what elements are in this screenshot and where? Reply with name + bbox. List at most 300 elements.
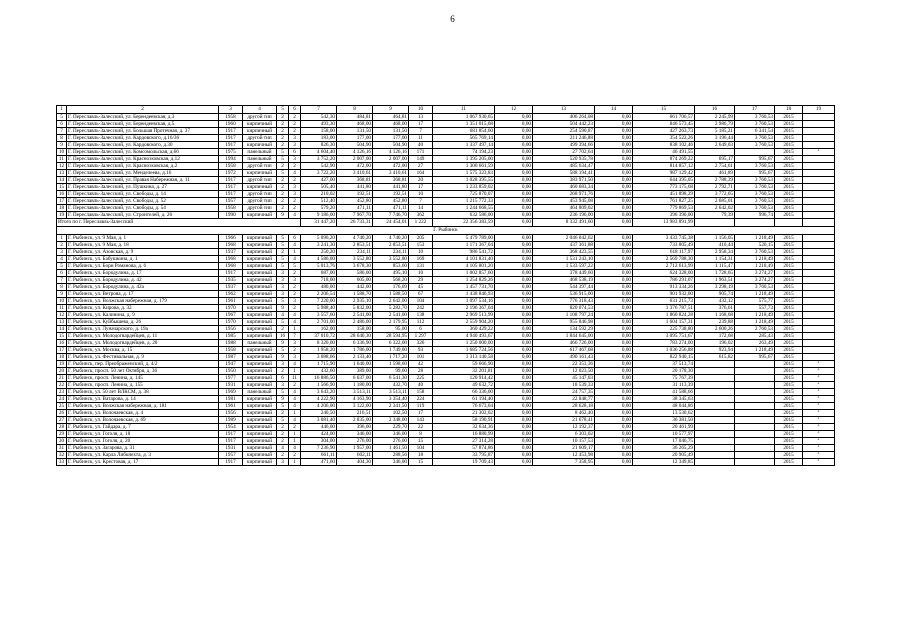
data-cell: 9 [277, 354, 289, 361]
data-cell: 1958 [219, 205, 243, 212]
data-cell: 631 215,73 [633, 298, 695, 305]
address-cell: Г. Рыбинск, ул. Москва, д. 15 [67, 347, 219, 354]
data-cell: 5 479 789,00 [433, 235, 495, 242]
data-cell: 0,00 [495, 417, 533, 424]
data-cell: 5 [277, 417, 289, 424]
data-cell: 2 [277, 121, 289, 128]
data-cell: 2 [289, 121, 301, 128]
data-cell: 995,67 [735, 354, 775, 361]
note-cell [803, 212, 835, 219]
data-cell: 1968 [219, 263, 243, 270]
data-cell: 2015 [775, 184, 803, 191]
rybinsk-row [57, 242, 835, 249]
data-cell: 21 609,17 [533, 445, 595, 452]
data-cell: 432,60 [301, 368, 337, 375]
data-cell: 617 467,68 [533, 347, 595, 354]
data-cell: 2 [289, 347, 301, 354]
data-cell: 0,00 [595, 354, 633, 361]
data-cell: 10 [409, 270, 433, 277]
pereslavl-row [57, 156, 835, 163]
year-cell: 2015 [775, 382, 803, 389]
note-cell [803, 242, 835, 249]
data-cell [695, 149, 735, 156]
data-cell: кирпичный [243, 333, 277, 340]
pereslavl-row [57, 128, 835, 135]
data-cell [735, 410, 775, 417]
data-cell: 4 222,90 [301, 396, 337, 403]
data-cell: 2 [277, 163, 289, 170]
data-cell: 13 [57, 319, 67, 326]
data-cell: 8 [57, 284, 67, 291]
data-cell: 2 958,34 [695, 249, 735, 256]
data-cell: 1947 [219, 361, 243, 368]
data-cell: 1 457 731,70 [433, 284, 495, 291]
data-cell: 776 318,43 [533, 298, 595, 305]
data-cell: 2 [277, 198, 289, 205]
address-cell: Г. Переславль-Залесский, ул. Красноэховская, д.12 [67, 156, 219, 163]
note-cell [803, 347, 835, 354]
address-cell: Г. Рыбинск, ул. Волочаевская, д. 69 [67, 417, 219, 424]
data-cell: 4 [289, 389, 301, 396]
data-cell: кирпичный [243, 396, 277, 403]
data-cell: 134 592,29 [533, 326, 595, 333]
data-cell: 28 [409, 368, 433, 375]
note-cell [803, 333, 835, 340]
data-cell: 254 590,87 [533, 128, 595, 135]
data-cell: 586,00 [337, 270, 373, 277]
data-cell: 1957 [219, 452, 243, 459]
data-cell: кирпичный [243, 438, 277, 445]
data-cell: 2015 [775, 128, 803, 135]
data-cell: кирпичный [243, 445, 277, 452]
data-cell: 1931 [219, 445, 243, 452]
data-cell: 5 [277, 242, 289, 249]
data-cell: кирпичный [243, 184, 277, 191]
rybinsk-row [57, 396, 835, 403]
data-cell: 2 [277, 431, 289, 438]
data-cell: 7 358,95 [533, 459, 595, 466]
section-title: Г. Рыбинск [57, 227, 835, 235]
address-cell: Г. Рыбинск, ул. Загарова, д. 31 [67, 445, 219, 452]
data-cell: 1 588,70 [337, 291, 373, 298]
data-cell: 466 726,00 [533, 340, 595, 347]
data-cell: другой тип [243, 135, 277, 142]
address-cell: Г. Переславль-Залесский, ул. Правая Набережная, д. 11 [67, 177, 219, 184]
data-cell: 2 788,39 [695, 177, 735, 184]
data-cell: 2015 [775, 177, 803, 184]
data-cell: 16 [57, 340, 67, 347]
data-cell: 822 940,15 [633, 354, 695, 361]
data-cell: 1981 [219, 396, 243, 403]
note-cell [803, 184, 835, 191]
data-cell: 4 101 831,40 [433, 256, 495, 263]
data-cell: 177,00 [373, 135, 409, 142]
data-cell: 0,00 [595, 249, 633, 256]
data-cell: 0,00 [495, 347, 533, 354]
data-cell [695, 368, 735, 375]
data-cell: 20 178,30 [633, 368, 695, 375]
data-cell: 0,00 [495, 277, 533, 284]
address-cell: Г. Рыбинск, просп. 50 лет Октября, д. 36 [67, 368, 219, 375]
data-cell: 2015 [775, 312, 803, 319]
data-cell: 31 113,39 [633, 382, 695, 389]
data-cell: 484,81 [337, 114, 373, 121]
data-cell: 205 [409, 235, 433, 242]
data-cell: 3 354,40 [373, 396, 409, 403]
data-cell: 1977 [219, 375, 243, 382]
data-cell: 162,00 [301, 326, 337, 333]
data-cell: 378 449,60 [533, 270, 595, 277]
data-cell: 37 010,72 [301, 333, 337, 340]
page-number: 6 [450, 14, 455, 24]
data-cell: 0,00 [595, 298, 633, 305]
data-cell: 28 640,30 [337, 333, 373, 340]
data-cell: 11 [289, 375, 301, 382]
data-cell: 74 194,23 [433, 149, 495, 156]
data-cell: 0,00 [595, 177, 633, 184]
data-cell: 480,00 [301, 284, 337, 291]
data-cell: 2015 [775, 163, 803, 170]
data-cell: 441,80 [373, 184, 409, 191]
data-cell: 22 353,36 [533, 361, 595, 368]
data-cell: 1937 [219, 284, 243, 291]
data-cell: 905,74 [695, 291, 735, 298]
data-cell: 410,44 [695, 242, 735, 249]
data-cell: 3 678,30 [337, 263, 373, 270]
data-cell: 15 [409, 459, 433, 466]
data-cell: 0,00 [595, 326, 633, 333]
data-cell: 1 180,00 [337, 382, 373, 389]
data-cell: 0,00 [495, 184, 533, 191]
data-cell: 3 760,53 [735, 114, 775, 121]
data-cell: 285,43 [735, 333, 775, 340]
data-cell: 1958 [219, 347, 243, 354]
footnote-mark: 2 [817, 444, 820, 448]
data-cell: 1 300 661,59 [433, 163, 495, 170]
rybinsk-row [57, 256, 835, 263]
address-cell: Г. Рыбинск, ул. Бородулина, д. 42а [67, 284, 219, 291]
data-cell: 1 786,00 [337, 347, 373, 354]
data-cell: 7 746,70 [373, 212, 409, 219]
data-cell: 520 935,78 [533, 156, 595, 163]
footnote-mark: 2 [817, 416, 820, 420]
data-cell: 2 [277, 326, 289, 333]
address-cell: Г. Переславль-Залесский, ул. Пушкина, д. 27 [67, 184, 219, 191]
data-cell: 10 [57, 149, 67, 156]
data-cell: 36 265,29 [633, 445, 695, 452]
data-cell: 216,51 [337, 410, 373, 417]
data-cell: 0,00 [495, 135, 533, 142]
data-cell: 2015 [775, 298, 803, 305]
data-cell [695, 445, 735, 452]
data-cell: 4 [289, 256, 301, 263]
data-cell: 143 [409, 417, 433, 424]
data-cell: 23 [57, 389, 67, 396]
address-cell: Г. Рыбинск, ул. 9 Мая, д. 1 [67, 235, 219, 242]
data-cell: кирпичный [243, 284, 277, 291]
data-cell: 2 007,00 [337, 156, 373, 163]
data-cell: 3 722,20 [301, 170, 337, 177]
data-cell: 588 194,41 [533, 170, 595, 177]
data-cell: 1985 [219, 333, 243, 340]
data-cell: 2015 [775, 291, 803, 298]
data-cell: 28 594,95 [373, 333, 409, 340]
data-cell: 1931 [219, 382, 243, 389]
data-cell: 5 013,76 [301, 263, 337, 270]
year-cell: 2015 [775, 424, 803, 431]
note-cell [803, 135, 835, 142]
data-cell: 5 [277, 403, 289, 410]
data-cell: 61 194,40 [433, 396, 495, 403]
data-cell: 1917 [219, 128, 243, 135]
data-cell: 0,00 [495, 305, 533, 312]
data-cell: 437 361,88 [533, 242, 595, 249]
data-cell: 17 [409, 410, 433, 417]
data-cell: 0,00 [595, 403, 633, 410]
data-cell: 4 [289, 170, 301, 177]
data-cell: 0,00 [495, 235, 533, 242]
data-cell: 0,00 [595, 445, 633, 452]
data-cell: 542,90 [301, 163, 337, 170]
address-cell: Г. Рыбинск, ул. Луначарского, д. 19а [67, 326, 219, 333]
data-cell: 346,00 [373, 459, 409, 466]
data-cell: 2 [277, 438, 289, 445]
rybinsk-row [57, 417, 835, 424]
pereslavl-row [57, 212, 835, 219]
data-cell: 0,00 [495, 396, 533, 403]
data-cell: 0,00 [495, 170, 533, 177]
note-cell [803, 340, 835, 347]
data-cell: другой тип [243, 114, 277, 121]
data-cell: 1917 [219, 135, 243, 142]
data-cell: 6 [289, 235, 301, 242]
data-cell: 632 586,00 [433, 212, 495, 219]
address-cell: Г. Рыбинск, ул. Молодогвардейцев, д. 20 [67, 340, 219, 347]
data-cell: кирпичный [243, 361, 277, 368]
data-cell: 461,89 [695, 170, 735, 177]
note-cell [803, 156, 835, 163]
data-cell: 0,00 [495, 445, 533, 452]
data-cell: 661,11 [301, 452, 337, 459]
data-cell: 4 126,16 [373, 149, 409, 156]
data-cell: 5 [277, 156, 289, 163]
data-cell: 19 [57, 361, 67, 368]
data-cell: 2 206,54 [301, 291, 337, 298]
data-cell: 761 827,25 [633, 198, 695, 205]
rybinsk-row [57, 298, 835, 305]
data-cell: 3 513,11 [337, 389, 373, 396]
address-cell: Г. Рыбинск, пер. Преображенский, д. 4/2 [67, 361, 219, 368]
data-cell: 225 738,80 [633, 326, 695, 333]
data-cell: 4 [289, 361, 301, 368]
note-cell [803, 361, 835, 368]
data-cell: 2 853,51 [373, 242, 409, 249]
data-cell: 3 760,53 [735, 249, 775, 256]
year-cell: 2015 [775, 459, 803, 466]
data-cell: 0,00 [595, 156, 633, 163]
data-cell: 0,00 [495, 312, 533, 319]
empty-cell [775, 219, 803, 227]
address-cell: Г. Рыбинск, ул. Бородулина, д. 17 [67, 270, 219, 277]
data-cell: 1 749,00 [373, 347, 409, 354]
data-cell: 3 760,53 [735, 121, 775, 128]
data-cell: 3 752,20 [301, 156, 337, 163]
address-cell: Г. Переславль-Залесский, ул. Свободы, д. 54 [67, 205, 219, 212]
data-cell: 505,40 [301, 184, 337, 191]
data-cell: 1 254 829,26 [433, 277, 495, 284]
data-cell: 3 274,27 [735, 270, 775, 277]
data-cell: 3 [289, 135, 301, 142]
data-cell: 7 [409, 128, 433, 135]
data-cell [735, 389, 775, 396]
data-cell: 3 298,19 [695, 284, 735, 291]
note-cell [803, 312, 835, 319]
address-cell: Г. Рыбинск, ул. Калинина, д. 9 [67, 312, 219, 319]
data-cell: 3 [289, 184, 301, 191]
note-cell [803, 410, 835, 417]
data-cell: 3 760,53 [735, 184, 775, 191]
data-cell: 2015 [775, 249, 803, 256]
data-cell: 9 [277, 212, 289, 219]
data-cell: 2 245,99 [695, 114, 735, 121]
rybinsk-row [57, 424, 835, 431]
data-cell: 0,00 [595, 149, 633, 156]
data-cell [695, 424, 735, 431]
address-cell: Г. Рыбинск, ул. Гайдара, д. 7 [67, 424, 219, 431]
data-cell: 557,73 [735, 305, 775, 312]
data-cell: 13 530,62 [633, 410, 695, 417]
data-cell: 396,00 [337, 424, 373, 431]
data-cell: 1 002 857,60 [433, 270, 495, 277]
data-cell: 396 390,00 [633, 212, 695, 219]
data-cell: 3 760,53 [735, 284, 775, 291]
data-cell: 48 044,86 [633, 403, 695, 410]
data-cell: 1 [289, 249, 301, 256]
data-cell: 1990 [219, 212, 243, 219]
data-cell: 5 832,00 [337, 305, 373, 312]
data-cell [735, 459, 775, 466]
data-cell: 3 122,00 [337, 403, 373, 410]
data-cell: 17 [409, 121, 433, 128]
data-cell: 7 [289, 333, 301, 340]
data-cell: 27 702,64 [533, 149, 595, 156]
data-cell: 0,00 [495, 333, 533, 340]
data-cell: 27 [409, 163, 433, 170]
address-cell: Г. Рыбинск, ул. 9 Мая, д. 18 [67, 242, 219, 249]
data-cell: 67 [409, 291, 433, 298]
rybinsk-row [57, 319, 835, 326]
pereslavl-total-row [57, 219, 835, 227]
data-cell: 2015 [775, 263, 803, 270]
data-cell: 224 [409, 396, 433, 403]
data-cell: 0,00 [495, 382, 533, 389]
data-cell: кирпичный [243, 170, 277, 177]
rybinsk-row [57, 249, 835, 256]
data-cell: 17 046,75 [633, 438, 695, 445]
data-cell: 10 [409, 191, 433, 198]
register-table-sheet [56, 105, 834, 466]
data-cell: 0,00 [495, 326, 533, 333]
data-cell: 30 [57, 438, 67, 445]
data-cell: 3 [289, 340, 301, 347]
data-cell: 2 [289, 205, 301, 212]
data-cell: 853,60 [373, 263, 409, 270]
data-cell: 75 767,39 [633, 375, 695, 382]
data-cell: 602,11 [337, 452, 373, 459]
data-cell: 240,50 [301, 410, 337, 417]
data-cell: 2015 [775, 270, 803, 277]
data-cell: 4 940 493,67 [433, 333, 495, 340]
data-cell: 0,00 [595, 417, 633, 424]
data-cell: кирпичный [243, 417, 277, 424]
data-cell: 0,00 [595, 431, 633, 438]
data-cell: 0,00 [595, 305, 633, 312]
data-cell: 0,00 [595, 452, 633, 459]
data-cell: 3 [277, 291, 289, 298]
data-cell: 3 557,60 [301, 312, 337, 319]
rybinsk-row [57, 403, 835, 410]
data-cell: 131,50 [373, 128, 409, 135]
data-cell: 368 423,55 [533, 249, 595, 256]
data-cell: кирпичный [243, 382, 277, 389]
data-cell: 169 [409, 256, 433, 263]
rybinsk-row [57, 368, 835, 375]
data-cell: 14 [57, 326, 67, 333]
data-cell [695, 389, 735, 396]
rybinsk-row [57, 459, 835, 466]
data-cell: 0,00 [595, 396, 633, 403]
rybinsk-row [57, 291, 835, 298]
data-cell [735, 382, 775, 389]
data-cell: 0,00 [595, 375, 633, 382]
data-cell: 32 634,36 [433, 424, 495, 431]
rybinsk-row [57, 340, 835, 347]
note-cell [803, 114, 835, 121]
data-cell: 786 291,07 [633, 277, 695, 284]
data-cell: 5 988,40 [301, 305, 337, 312]
data-cell: 2015 [775, 170, 803, 177]
data-cell: 93 [409, 347, 433, 354]
data-cell: 0,00 [495, 452, 533, 459]
data-cell: 464,81 [373, 114, 409, 121]
data-cell: 164 [409, 170, 433, 177]
data-cell: 1 108 797,24 [533, 312, 595, 319]
data-cell: 1 171 367,04 [433, 242, 495, 249]
data-cell: 1 067 930,65 [433, 114, 495, 121]
data-cell: 360 429,22 [433, 326, 495, 333]
data-cell: 1 598,60 [373, 361, 409, 368]
note-cell [803, 170, 835, 177]
data-cell [695, 410, 735, 417]
data-cell: 171 [409, 149, 433, 156]
note-cell [803, 396, 835, 403]
note-cell [803, 249, 835, 256]
data-cell: 19 709,43 [433, 459, 495, 466]
data-cell: 2 [289, 114, 301, 121]
address-cell: Г. Переславль-Залесский, ул. Комсомольская, д.66 [67, 149, 219, 156]
data-cell: 4 740,20 [337, 235, 373, 242]
data-cell: кирпичный [243, 354, 277, 361]
data-cell: 33 795,87 [433, 452, 495, 459]
data-cell: 3 760,53 [735, 205, 775, 212]
data-cell: 2 [289, 305, 301, 312]
address-cell: Г. Рыбинск, ул. Кирова, д. 32 [67, 305, 219, 312]
data-cell: кирпичный [243, 277, 277, 284]
data-cell: 9 [277, 305, 289, 312]
data-cell: 0,00 [595, 121, 633, 128]
rybinsk-row [57, 361, 835, 368]
total-value: 13 983 891,99 [633, 219, 695, 227]
